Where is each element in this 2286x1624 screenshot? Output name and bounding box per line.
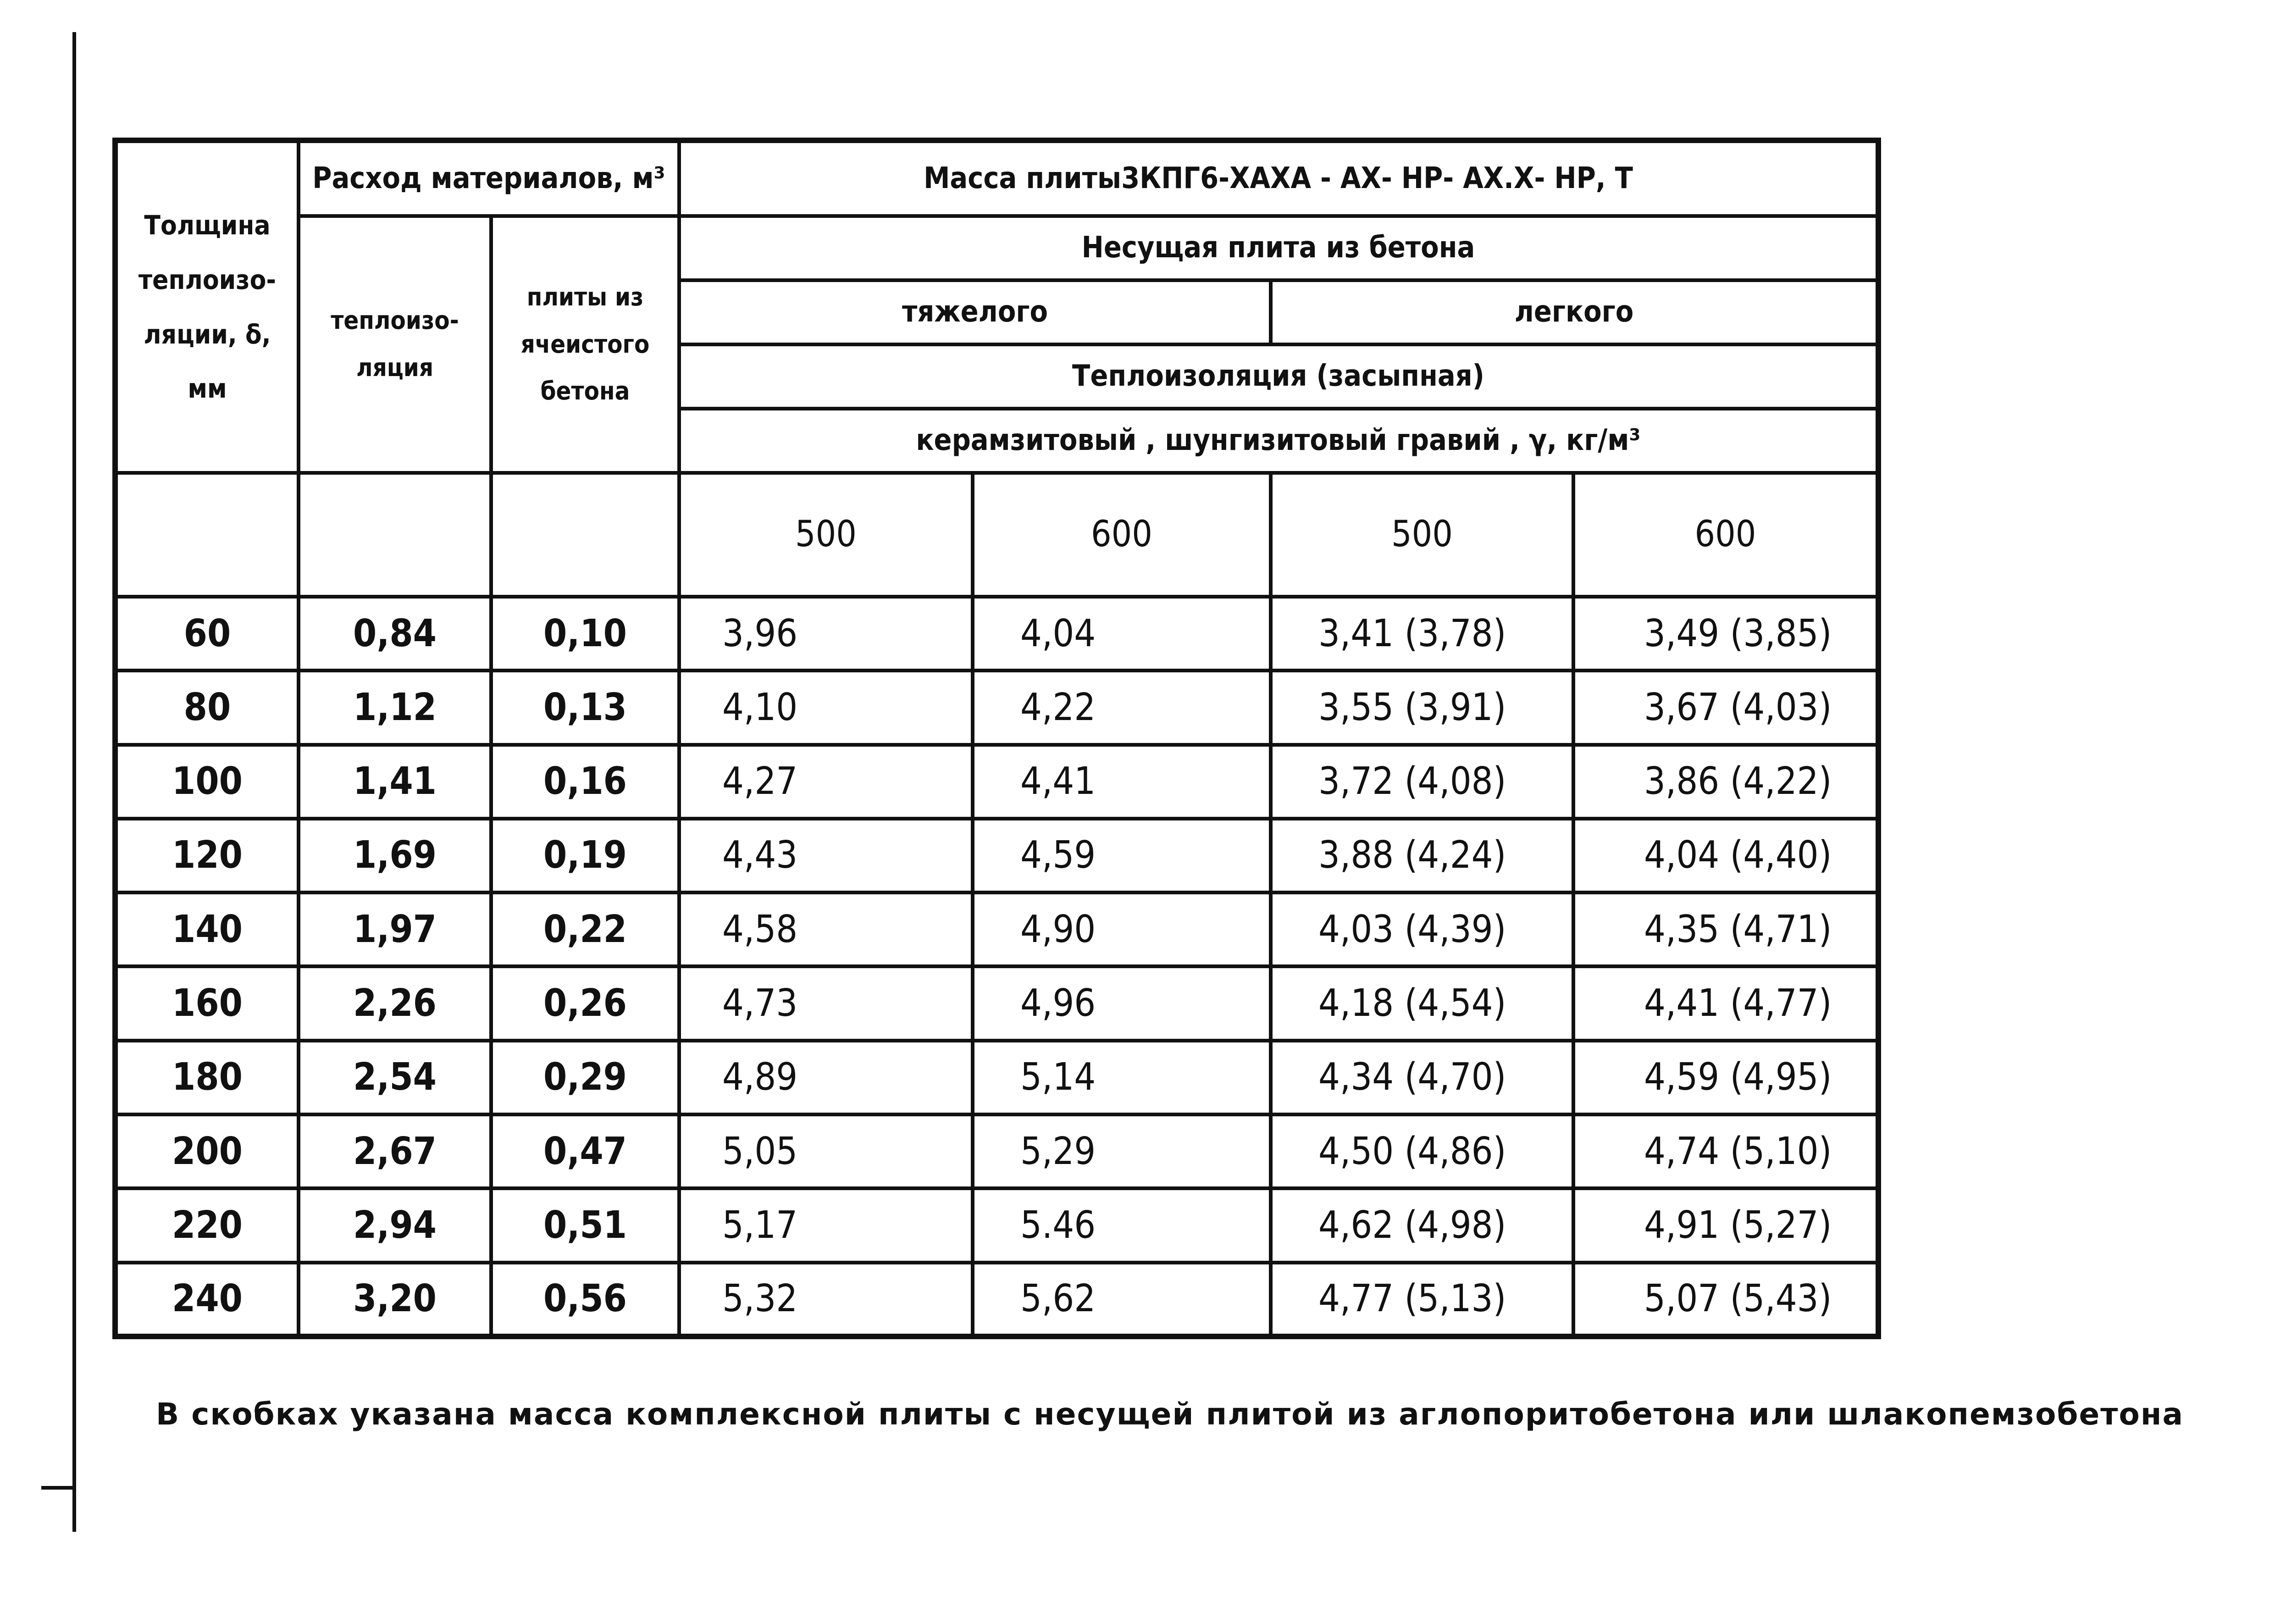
table-row bbox=[115, 966, 1878, 1040]
cell-thickness: 80 bbox=[115, 671, 299, 744]
cell-light-500: 3,55 (3,91) bbox=[1271, 671, 1573, 744]
header-spacer bbox=[299, 473, 491, 597]
cell-light-500: 4,62 (4,98) bbox=[1271, 1188, 1573, 1262]
cell-cellular: 0,22 bbox=[491, 892, 679, 966]
cell-cellular: 0,26 bbox=[491, 966, 679, 1040]
header-slab-mass: Масса плиты3КПГ6-ХАХА - АХ- НР- АХ.Х- НР, Т bbox=[679, 140, 1878, 216]
cell-cellular: 0,19 bbox=[491, 819, 679, 892]
cell-thickness: 120 bbox=[115, 819, 299, 892]
cell-heavy-600: 5,14 bbox=[973, 1041, 1271, 1114]
header-light: легкого bbox=[1271, 280, 1878, 344]
cell-thickness: 100 bbox=[115, 745, 299, 819]
cell-thickness: 200 bbox=[115, 1114, 299, 1188]
cell-heavy-600: 4,90 bbox=[973, 892, 1271, 966]
header-cellular-slabs: плиты из ячеистого бетона bbox=[491, 216, 679, 473]
cell-thickness: 240 bbox=[115, 1263, 299, 1336]
header-bearing-slab: Несущая плита из бетона bbox=[679, 216, 1878, 280]
cell-insulation: 1,69 bbox=[299, 819, 491, 892]
cell-insulation: 2,67 bbox=[299, 1114, 491, 1188]
cell-cellular: 0,16 bbox=[491, 745, 679, 819]
cell-heavy-600: 5,29 bbox=[973, 1114, 1271, 1188]
cell-heavy-500: 4,58 bbox=[679, 892, 973, 966]
header-density-light-500: 500 bbox=[1271, 473, 1573, 597]
cell-heavy-600: 4,96 bbox=[973, 966, 1271, 1040]
cell-heavy-500: 4,10 bbox=[679, 671, 973, 744]
header-spacer bbox=[115, 473, 299, 597]
cell-heavy-500: 4,89 bbox=[679, 1041, 973, 1114]
header-thickness: Толщина теплоизо- ляции, δ, мм bbox=[115, 140, 299, 473]
margin-line bbox=[72, 32, 76, 1532]
header-density-light-600: 600 bbox=[1573, 473, 1878, 597]
cell-insulation: 2,54 bbox=[299, 1041, 491, 1114]
table-row bbox=[115, 671, 1878, 744]
cell-heavy-500: 5,32 bbox=[679, 1263, 973, 1336]
cell-light-600: 4,91 (5,27) bbox=[1573, 1188, 1878, 1262]
slab-mass-table bbox=[112, 138, 1881, 1339]
cell-heavy-500: 3,96 bbox=[679, 597, 973, 671]
cell-light-600: 4,59 (4,95) bbox=[1573, 1041, 1878, 1114]
cell-insulation: 3,20 bbox=[299, 1263, 491, 1336]
header-material-consumption: Расход материалов, м³ bbox=[299, 140, 679, 216]
table-row bbox=[115, 1041, 1878, 1114]
cell-thickness: 60 bbox=[115, 597, 299, 671]
cell-cellular: 0,10 bbox=[491, 597, 679, 671]
cell-insulation: 1,97 bbox=[299, 892, 491, 966]
cell-thickness: 180 bbox=[115, 1041, 299, 1114]
table-row bbox=[115, 1114, 1878, 1188]
cell-light-600: 3,86 (4,22) bbox=[1573, 745, 1878, 819]
cell-light-500: 3,88 (4,24) bbox=[1271, 819, 1573, 892]
cell-light-500: 3,41 (3,78) bbox=[1271, 597, 1573, 671]
cell-heavy-600: 4,59 bbox=[973, 819, 1271, 892]
cell-insulation: 1,12 bbox=[299, 671, 491, 744]
cell-thickness: 220 bbox=[115, 1188, 299, 1262]
cell-heavy-600: 5,62 bbox=[973, 1263, 1271, 1336]
cell-light-600: 4,74 (5,10) bbox=[1573, 1114, 1878, 1188]
cell-heavy-600: 4,41 bbox=[973, 745, 1271, 819]
cell-thickness: 140 bbox=[115, 892, 299, 966]
header-density-heavy-600: 600 bbox=[973, 473, 1271, 597]
header-density-heavy-500: 500 bbox=[679, 473, 973, 597]
cell-light-600: 4,04 (4,40) bbox=[1573, 819, 1878, 892]
table-row bbox=[115, 819, 1878, 892]
cell-cellular: 0,29 bbox=[491, 1041, 679, 1114]
table-row bbox=[115, 1263, 1878, 1336]
cell-insulation: 0,84 bbox=[299, 597, 491, 671]
cell-light-500: 4,77 (5,13) bbox=[1271, 1263, 1573, 1336]
cell-cellular: 0,56 bbox=[491, 1263, 679, 1336]
cell-heavy-600: 4,04 bbox=[973, 597, 1271, 671]
cell-light-500: 4,34 (4,70) bbox=[1271, 1041, 1573, 1114]
cell-insulation: 2,26 bbox=[299, 966, 491, 1040]
table-row bbox=[115, 1188, 1878, 1262]
cell-heavy-500: 4,73 bbox=[679, 966, 973, 1040]
cell-heavy-500: 5,17 bbox=[679, 1188, 973, 1262]
margin-tick bbox=[41, 1486, 76, 1490]
cell-light-600: 3,67 (4,03) bbox=[1573, 671, 1878, 744]
cell-light-500: 4,50 (4,86) bbox=[1271, 1114, 1573, 1188]
cell-heavy-600: 4,22 bbox=[973, 671, 1271, 744]
header-insulation-fill: Теплоизоляция (засыпная) bbox=[679, 344, 1878, 409]
cell-thickness: 160 bbox=[115, 966, 299, 1040]
cell-light-500: 4,18 (4,54) bbox=[1271, 966, 1573, 1040]
header-heavy: тяжелого bbox=[679, 280, 1271, 344]
cell-cellular: 0,13 bbox=[491, 671, 679, 744]
cell-light-600: 5,07 (5,43) bbox=[1573, 1263, 1878, 1336]
cell-insulation: 2,94 bbox=[299, 1188, 491, 1262]
cell-heavy-600: 5.46 bbox=[973, 1188, 1271, 1262]
table-row bbox=[115, 745, 1878, 819]
header-insulation: теплоизо- ляция bbox=[299, 216, 491, 473]
cell-heavy-500: 4,27 bbox=[679, 745, 973, 819]
cell-cellular: 0,51 bbox=[491, 1188, 679, 1262]
cell-light-600: 3,49 (3,85) bbox=[1573, 597, 1878, 671]
header-spacer bbox=[491, 473, 679, 597]
cell-insulation: 1,41 bbox=[299, 745, 491, 819]
cell-heavy-500: 5,05 bbox=[679, 1114, 973, 1188]
cell-light-600: 4,41 (4,77) bbox=[1573, 966, 1878, 1040]
cell-light-500: 3,72 (4,08) bbox=[1271, 745, 1573, 819]
cell-cellular: 0,47 bbox=[491, 1114, 679, 1188]
cell-light-500: 4,03 (4,39) bbox=[1271, 892, 1573, 966]
header-gravel: керамзитовый , шунгизитовый гравий , γ, кг/м³ bbox=[679, 409, 1878, 473]
cell-light-600: 4,35 (4,71) bbox=[1573, 892, 1878, 966]
footnote: В скобках указана масса комплексной плиты с несущей плитой из аглопоритобетона или шлакопемзобетона bbox=[156, 1397, 2184, 1432]
table-row bbox=[115, 892, 1878, 966]
table-row bbox=[115, 597, 1878, 671]
cell-heavy-500: 4,43 bbox=[679, 819, 973, 892]
